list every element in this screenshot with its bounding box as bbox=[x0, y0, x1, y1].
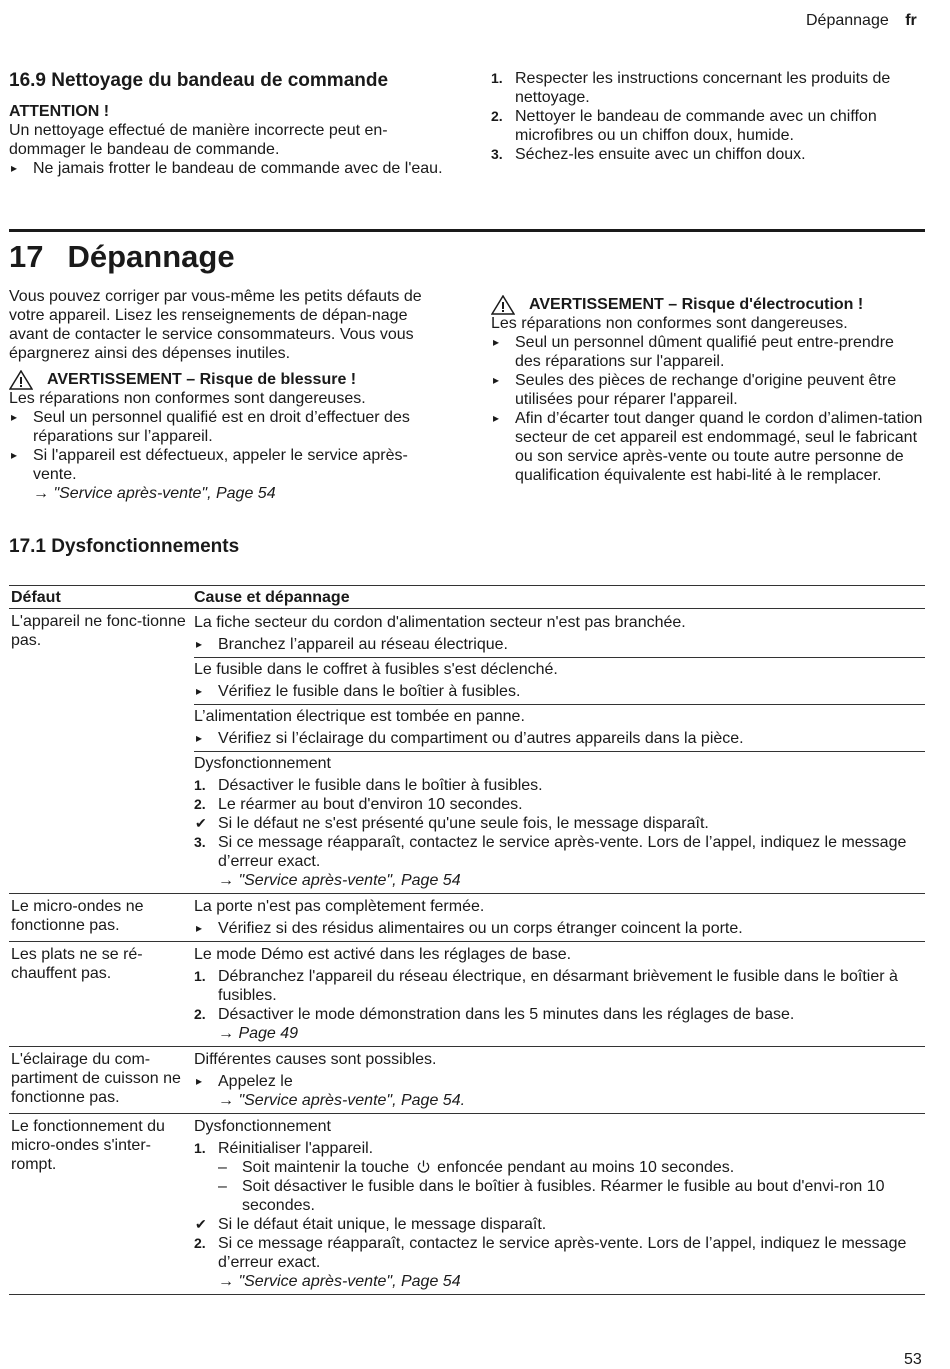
service-link[interactable]: → "Service après-vente", Page 54. bbox=[218, 1092, 466, 1109]
attention-label: ATTENTION ! bbox=[9, 103, 110, 120]
column-header-defaut: Défaut bbox=[9, 586, 194, 609]
section-17-1-title: 17.1 Dysfonctionnements bbox=[9, 536, 240, 557]
running-header bbox=[806, 11, 917, 30]
header-lang: fr bbox=[905, 12, 917, 29]
cause-block: Dysfonctionnement 1. Désactiver le fusible dans le boîtier à fusibles. 2. Le réarmer au bout d'environ 10 secondes. ✔ Si le défaut ne s'est présenté qu'une seule fois, le message disparaît. 3. Si ce message réapparaît, contactez le service après-vente. Lors de l’appel, indiquez le message d’erreur exact. → "Service après-vente", Page 54 bbox=[194, 752, 925, 893]
warning-triangle-icon bbox=[491, 295, 515, 315]
check-icon: ✔ bbox=[195, 1216, 207, 1232]
chapter-left-col bbox=[9, 287, 449, 503]
warning-electrocution-bullet: ▸ Afin d’écarter tout danger quand le cordon d’alimen-tation secteur de cet appareil est endommagé, seul le fabricant ou son service après-vente ou toute autre personne de qualification équivalente est habi-lité à le remplacer. bbox=[491, 409, 923, 485]
warning-triangle-icon bbox=[9, 370, 33, 390]
warning-injury-title: AVERTISSEMENT – Risque de blessure ! bbox=[9, 370, 449, 389]
warning-injury-bullet: ▸ Seul un personnel qualifié est en droit d’effectuer des réparations sur l’appareil. bbox=[9, 408, 449, 446]
step-item: 1. Respecter les instructions concernant les produits de nettoyage. bbox=[491, 70, 891, 106]
attention-bullet: ▸ Ne jamais frotter le bandeau de commande avec de l'eau. bbox=[9, 159, 449, 178]
warning-injury-bullet: ▸ Si l'appareil est défectueux, appeler le service après-vente. bbox=[9, 446, 449, 484]
table-row bbox=[9, 1114, 925, 1295]
table-row bbox=[9, 894, 925, 942]
table-row bbox=[9, 942, 925, 1047]
service-link[interactable]: → "Service après-vente", Page 54 bbox=[218, 872, 461, 889]
step-item: 2. Nettoyer le bandeau de commande avec un chiffon microfibres ou un chiffon doux, humide. bbox=[491, 108, 877, 144]
cause-cell: La porte n'est pas complètement fermée. ▸ Vérifiez si des résidus alimentaires ou un corps étranger coincent la porte. bbox=[194, 894, 925, 942]
step-item: 3. Séchez-les ensuite avec un chiffon doux. bbox=[491, 146, 806, 163]
header-section: Dépannage bbox=[806, 12, 889, 29]
chapter-title: 17 Dépannage bbox=[9, 239, 235, 274]
chapter-right-col bbox=[491, 295, 923, 485]
cause-cell: Dysfonctionnement 1. Réinitialiser l'appareil. – Soit maintenir la touche enfoncée pendant au moins 10 secondes. – Soit désactiver le fusible dans le boîtier à fusibles. Réarmer le fusible au bout d'envi-ron 10 secondes. ✔ Si le défaut était unique, le message disparaît. 2. Si ce message réapparaît, contactez le service après-vente. Lors de l’appel, indiquez le message d’erreur exact. → "Service après-vente", Page 54 bbox=[194, 1114, 925, 1295]
warning-electrocution-text: Les réparations non conformes sont dangereuses. bbox=[491, 315, 848, 332]
section-16-9 bbox=[9, 70, 449, 178]
power-icon bbox=[416, 1159, 431, 1174]
defaut-cell: Les plats ne se ré-chauffent pas. bbox=[9, 942, 194, 1047]
section-16-9-title: 16.9 Nettoyage du bandeau de commande bbox=[9, 70, 389, 91]
table-header-row bbox=[9, 586, 925, 609]
page-number: 53 bbox=[904, 1351, 922, 1368]
cause-block: Le fusible dans le coffret à fusibles s'est déclenché. ▸ Vérifiez le fusible dans le boîtier à fusibles. bbox=[194, 658, 925, 705]
chapter-rule bbox=[9, 229, 925, 232]
warning-electrocution-title: AVERTISSEMENT – Risque d'électrocution ! bbox=[491, 295, 923, 314]
check-icon: ✔ bbox=[195, 815, 207, 831]
cause-block: La fiche secteur du cordon d'alimentation secteur n'est pas branchée. ▸ Branchez l’appareil au réseau électrique. bbox=[194, 609, 925, 658]
troubleshooting-table bbox=[9, 585, 925, 1295]
cause-cell: Différentes causes sont possibles. ▸ Appelez le → "Service après-vente", Page 54. bbox=[194, 1047, 925, 1114]
warning-electrocution-bullet: ▸ Seules des pièces de rechange d'origine peuvent être utilisées pour réparer l'appareil. bbox=[491, 371, 923, 409]
table-row bbox=[9, 1047, 925, 1114]
cause-cell bbox=[194, 609, 925, 894]
cause-block: L’alimentation électrique est tombée en panne. ▸ Vérifiez si l’éclairage du compartiment ou d’autres appareils dans la pièce. bbox=[194, 705, 925, 752]
defaut-cell: L'éclairage du com-partiment de cuisson ne fonctionne pas. bbox=[9, 1047, 194, 1114]
service-link[interactable]: → "Service après-vente", Page 54 bbox=[218, 1273, 461, 1290]
warning-injury-text: Les réparations non conformes sont dangereuses. bbox=[9, 390, 366, 407]
column-header-cause: Cause et dépannage bbox=[194, 586, 925, 609]
page-link[interactable]: → Page 49 bbox=[218, 1025, 299, 1042]
defaut-cell: Le fonctionnement du micro-ondes s'inter-rompt. bbox=[9, 1114, 194, 1295]
defaut-cell: Le micro-ondes ne fonctionne pas. bbox=[9, 894, 194, 942]
cause-cell: Le mode Démo est activé dans les réglages de base. 1. Débranchez l'appareil du réseau électrique, en désarmant brièvement le fusible dans le boîtier à fusibles. 2. Désactiver le mode démonstration dans les 5 minutes dans les réglages de base. → Page 49 bbox=[194, 942, 925, 1047]
table-row bbox=[9, 609, 925, 894]
cleaning-steps bbox=[491, 69, 921, 164]
warning-electrocution-bullet: ▸ Seul un personnel dûment qualifié peut entre-prendre des réparations sur l'appareil. bbox=[491, 333, 923, 371]
chapter-intro: Vous pouvez corriger par vous-même les petits défauts de votre appareil. Lisez les renseignements de dépan-nage avant de contacter le service consommateurs. Vous vous épargnerez ainsi des dépenses inutiles. bbox=[9, 288, 422, 362]
defaut-cell: L'appareil ne fonc-tionne pas. bbox=[9, 609, 194, 894]
service-link[interactable]: → "Service après-vente", Page 54 bbox=[33, 485, 276, 502]
attention-text: Un nettoyage effectué de manière incorrecte peut en-dommager le bandeau de commande. bbox=[9, 122, 388, 158]
